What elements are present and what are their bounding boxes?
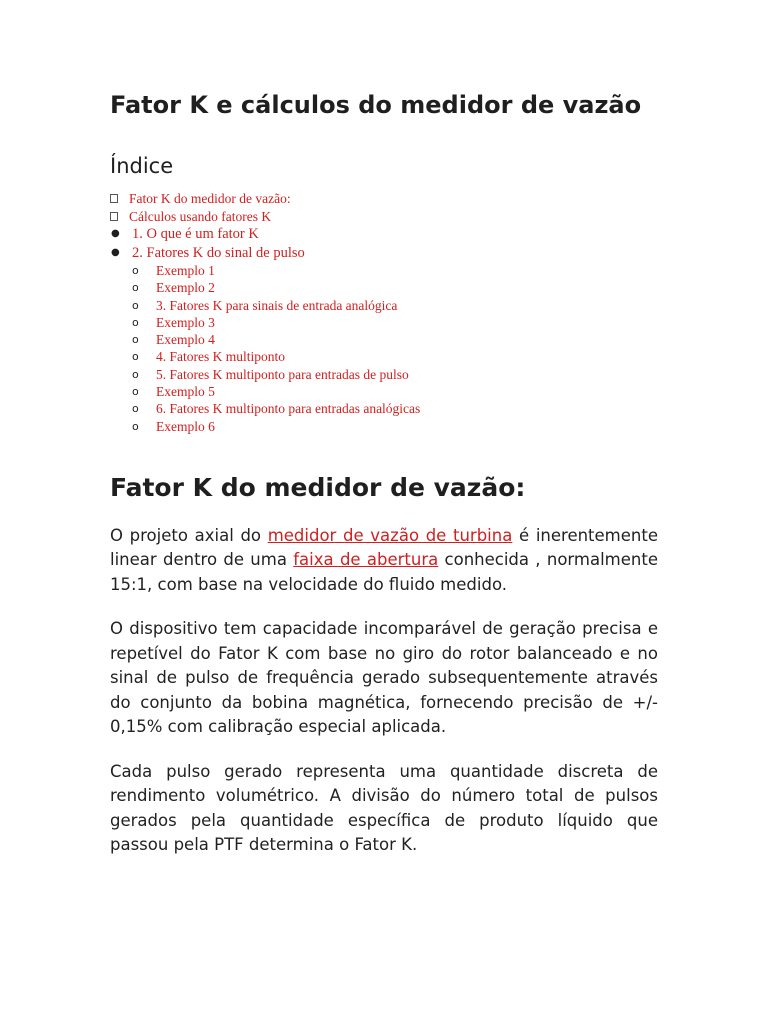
- document-title: Fator K e cálculos do medidor de vazão: [110, 91, 642, 119]
- circle-bullet-icon: o: [132, 264, 139, 277]
- bullet-icon: ●: [111, 246, 120, 258]
- circle-bullet-icon: o: [132, 385, 139, 399]
- toc-subitem: [110, 314, 658, 331]
- turbine-meter-link[interactable]: medidor de vazão de turbina: [267, 525, 513, 545]
- toc-link-exemplo-1[interactable]: Exemplo 1: [156, 263, 215, 278]
- toc-item: [110, 190, 658, 208]
- missing-glyph-icon: [110, 212, 118, 221]
- paragraph-3: Cada pulso gerado representa uma quantidade discreta de rendimento volumétrico. A divisão do número total de pulsos gerados pela quantidade específica de produto líquido que passou pela PTF determina o Fator K.: [110, 761, 658, 855]
- toc-link-exemplo-6[interactable]: Exemplo 6: [156, 418, 215, 434]
- toc-subitem: [110, 279, 658, 296]
- paragraph-text: é inerentemente linear dentro de uma: [110, 525, 658, 570]
- turndown-range-link[interactable]: faixa de abertura: [293, 550, 439, 570]
- toc-link-sinal-de-pulso[interactable]: 2. Fatores K do sinal de pulso: [132, 244, 305, 261]
- circle-bullet-icon: o: [132, 419, 139, 433]
- toc-link-exemplo-2[interactable]: Exemplo 2: [156, 280, 215, 296]
- circle-bullet-icon: o: [132, 281, 139, 295]
- document-page: [110, 86, 658, 878]
- bullet-icon: ●: [111, 228, 120, 239]
- index-heading: Índice: [110, 154, 174, 178]
- circle-bullet-icon: o: [132, 402, 139, 416]
- circle-bullet-icon: o: [132, 315, 139, 329]
- toc-item: [110, 208, 658, 226]
- toc-link-multiponto-analogicas[interactable]: 6. Fatores K multiponto para entradas analógicas: [156, 401, 421, 417]
- paragraph-2: O dispositivo tem capacidade incomparável de geração precisa e repetível do Fator K com base no giro do rotor balanceado e no sinal de pulso de frequência gerado subsequentemente através do conjunto da bobina magnética, fornecendo precisão de +/- 0,15% com calibração especial aplicada.: [110, 619, 658, 737]
- toc-subitem: [110, 262, 658, 279]
- paragraph-text: O projeto axial do: [110, 525, 268, 545]
- toc-item: [110, 225, 658, 244]
- toc-link-multiponto-pulso[interactable]: 5. Fatores K multiponto para entradas de pulso: [156, 366, 409, 382]
- toc-subitem: [110, 418, 658, 435]
- toc-subitem: [110, 366, 658, 383]
- circle-bullet-icon: o: [132, 298, 139, 312]
- toc-subitem: [110, 400, 658, 417]
- toc-link-exemplo-3[interactable]: Exemplo 3: [156, 314, 215, 330]
- toc-item: [110, 244, 658, 263]
- toc-link-multiponto[interactable]: 4. Fatores K multiponto: [156, 349, 285, 365]
- paragraph-text: conhecida , normalmente 15:1, com base na velocidade do fluido medido.: [110, 550, 658, 594]
- missing-glyph-icon: [110, 194, 118, 203]
- toc-link-fator-k[interactable]: Fator K do medidor de vazão:: [129, 191, 291, 206]
- toc-link-exemplo-5[interactable]: Exemplo 5: [156, 384, 215, 400]
- toc-subitem: [110, 383, 658, 400]
- toc-subitem: [110, 331, 658, 348]
- toc-link-calculos[interactable]: Cálculos usando fatores K: [129, 208, 272, 224]
- circle-bullet-icon: o: [132, 367, 139, 381]
- toc-link-o-que-e[interactable]: 1. O que é um fator K: [132, 226, 259, 242]
- circle-bullet-icon: o: [132, 333, 139, 347]
- circle-bullet-icon: o: [132, 350, 139, 364]
- toc-link-entrada-analogica[interactable]: 3. Fatores K para sinais de entrada analógica: [156, 297, 398, 313]
- table-of-contents: [110, 190, 658, 435]
- paragraph-1: [110, 524, 658, 598]
- toc-subitem: [110, 297, 658, 314]
- toc-link-exemplo-4[interactable]: Exemplo 4: [156, 332, 215, 348]
- toc-subitem: [110, 348, 658, 365]
- section-heading: Fator K do medidor de vazão:: [110, 472, 526, 502]
